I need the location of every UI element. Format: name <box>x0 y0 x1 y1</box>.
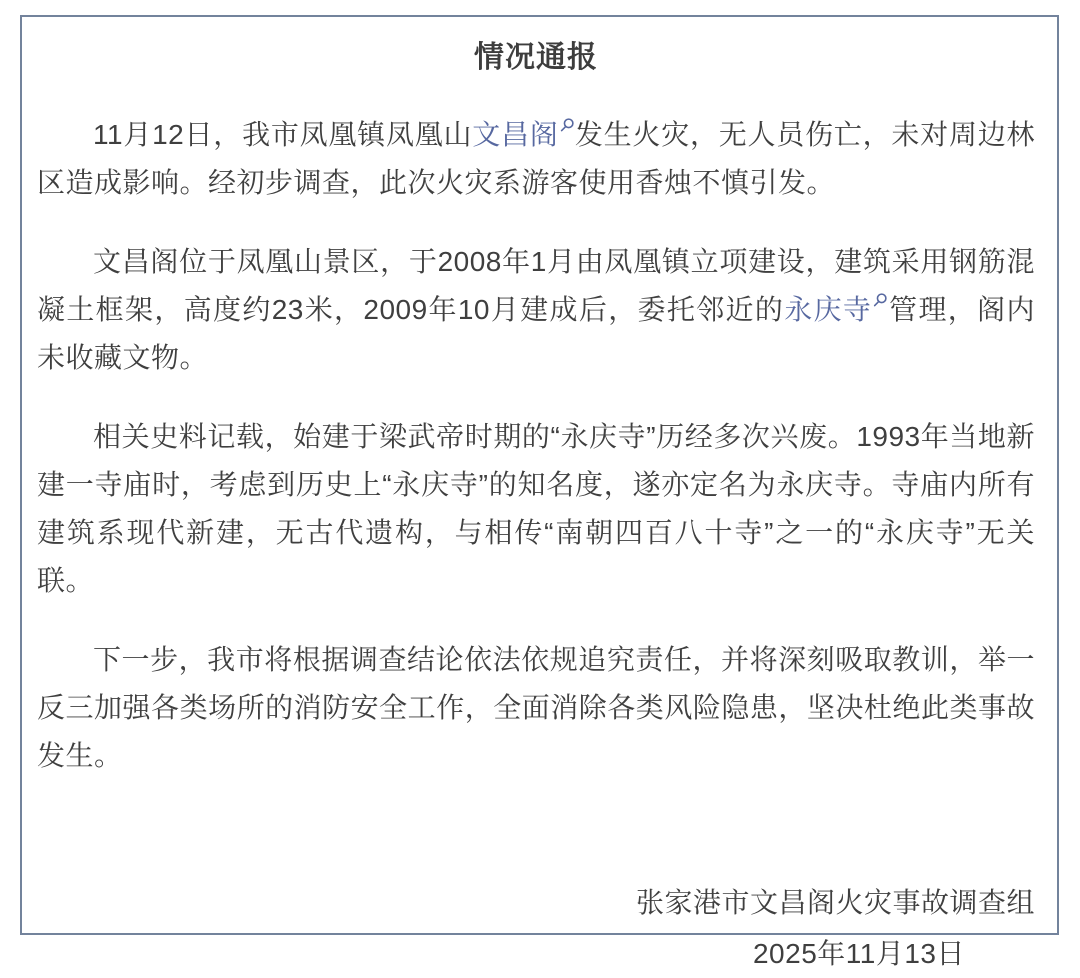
paragraph: 相关史料记载，始建于梁武帝时期的“永庆寺”历经多次兴废。1993年当地新建一寺庙时，考虑到历史上“永庆寺”的知名度，遂亦定名为永庆寺。寺庙内所有建筑系现代新建，无古代遗构，与相传“南朝四百八十寺”之一的“永庆寺”无关联。 <box>37 421 1035 596</box>
page-title: 情况通报 <box>474 41 598 74</box>
paragraph: 文昌阁位于凤凰山景区，于2008年1月由凤凰镇立项建设，建筑采用钢筋混凝土框架，高度约23米，2009年10月建成后，委托邻近的永庆寺 管理，阁内未收藏文物。 <box>37 246 1035 373</box>
search-icon[interactable] <box>872 292 888 308</box>
entity-link[interactable]: 文昌阁 <box>472 119 559 150</box>
notice-document <box>20 15 1059 969</box>
search-icon[interactable] <box>559 117 575 133</box>
paragraph: 11月12日，我市凤凰镇凤凰山文昌阁 发生火灾，无人员伤亡，未对周边林区造成影响。经初步调查，此次火灾系游客使用香烛不慎引发。 <box>37 119 1035 198</box>
entity-link[interactable]: 永庆寺 <box>784 294 873 325</box>
signature-organization: 张家港市文昌阁火灾事故调查组 <box>635 887 1035 918</box>
document-body <box>37 111 1035 780</box>
document-content <box>22 17 1057 978</box>
signature-date: 2025年11月13日 <box>752 938 965 969</box>
signature-block <box>37 879 1035 978</box>
paragraph: 下一步，我市将根据调查结论依法依规追究责任，并将深刻吸取教训，举一反三加强各类场所的消防安全工作，全面消除各类风险隐患，坚决杜绝此类事故发生。 <box>37 644 1035 771</box>
